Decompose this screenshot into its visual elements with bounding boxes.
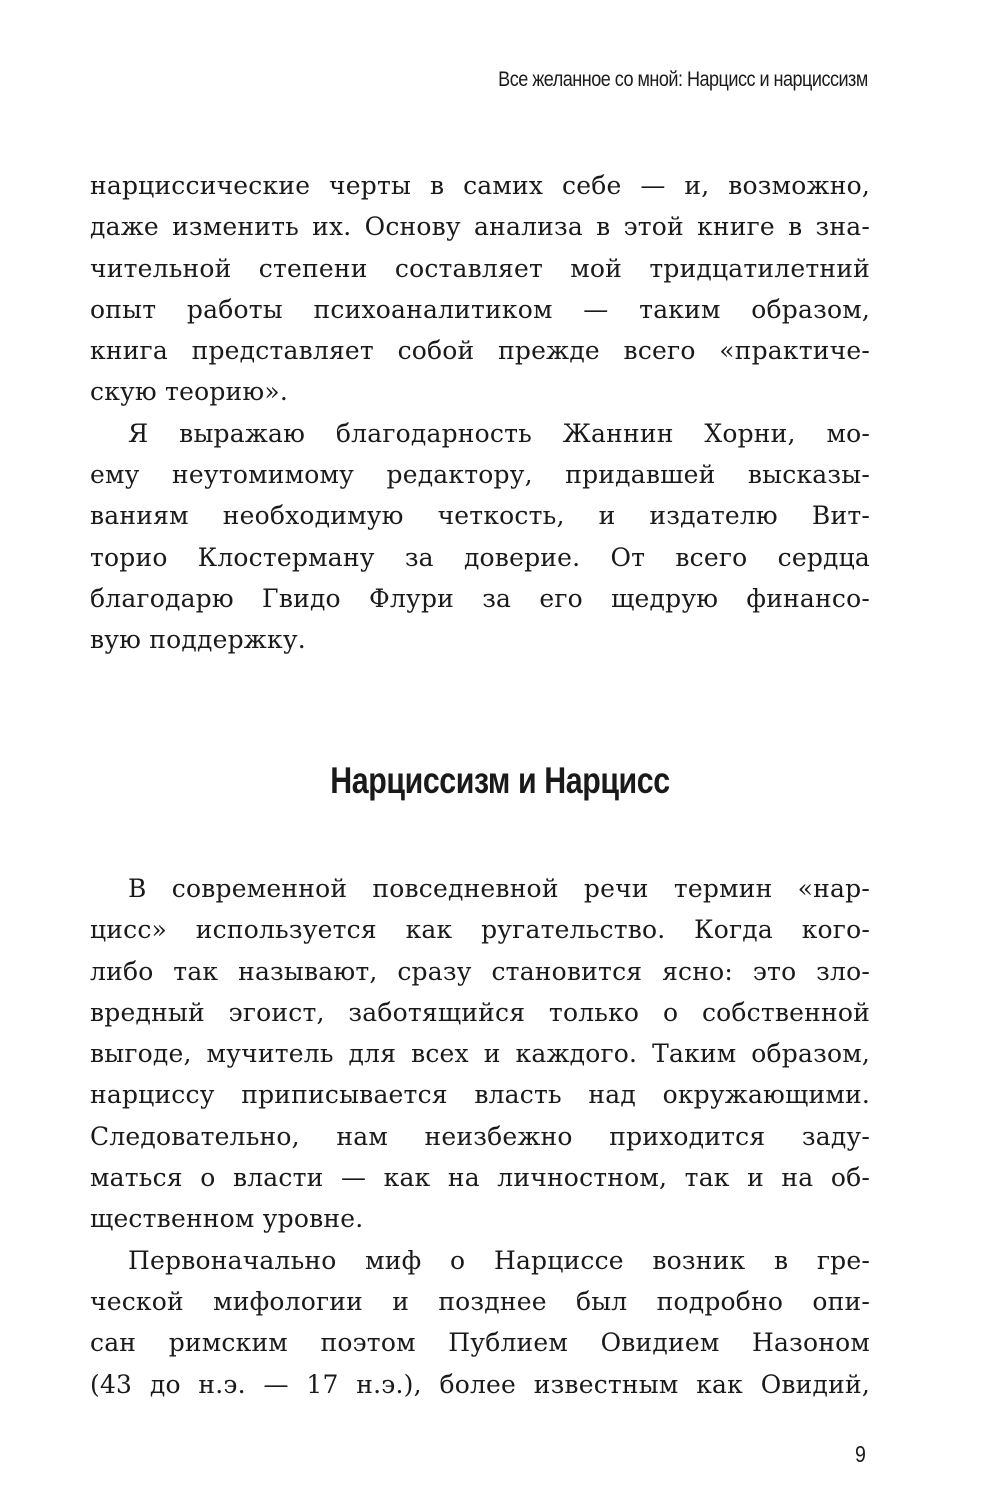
- running-header: Все желанное со мной: Нарцисс и нарциссизм: [498, 68, 868, 91]
- page-number: 9: [855, 1441, 867, 1467]
- text-line: цисс» используется как ругательство. Когда кого-: [90, 915, 870, 945]
- text-line: даже изменить их. Основу анализа в этой книге в зна-: [90, 212, 870, 242]
- text-line: книга представляет собой прежде всего «практиче-: [90, 336, 870, 366]
- text-line: маться о власти — как на личностном, так и на об-: [90, 1163, 870, 1193]
- text-line: В современной повседневной речи термин «нар-: [128, 874, 870, 903]
- section-heading: [0, 760, 1000, 802]
- text-line: нарциссические черты в самих себе — и, возможно,: [90, 171, 870, 200]
- text-line: опыт работы психоаналитиком — таким образом,: [90, 294, 870, 324]
- text-line: торио Клостерману за доверие. От всего сердца: [90, 542, 870, 572]
- text-line: ваниям необходимую четкость, и издателю Вит-: [90, 501, 870, 531]
- text-line: вую поддержку.: [90, 625, 306, 655]
- text-line: скую теорию».: [90, 377, 288, 407]
- text-line: чительной степени составляет мой тридцатилетний: [90, 253, 870, 283]
- text-line: благодарю Гвидо Флури за его щедрую финансо-: [90, 583, 870, 613]
- text-line: сан римским поэтом Публием Овидием Назоном: [90, 1328, 870, 1358]
- text-line: либо так называют, сразу становится ясно: это зло-: [90, 956, 870, 986]
- text-line: ческой мифологии и позднее был подробно опи-: [90, 1286, 870, 1316]
- text-line: Я выражаю благодарность Жаннин Хорни, мо-: [128, 418, 870, 448]
- text-block-bottom: [90, 868, 870, 1405]
- section-heading-text: Нарциссизм и Нарцисс: [330, 760, 670, 801]
- text-line: нарциссу приписывается власть над окружающими.: [90, 1080, 870, 1110]
- text-line: Первоначально миф о Нарциссе возник в гре-: [128, 1245, 870, 1275]
- text-line: (43 до н.э. — 17 н.э.), более известным как Овидий,: [90, 1369, 870, 1399]
- text-line: щественном уровне.: [90, 1204, 364, 1234]
- text-line: ему неутомимому редактору, придавшей высказы-: [90, 460, 870, 490]
- text-line: вредный эгоист, заботящийся только о собственной: [90, 997, 870, 1027]
- text-line: выгоде, мучитель для всех и каждого. Таким образом,: [90, 1039, 870, 1069]
- text-block-top: [90, 165, 870, 661]
- text-line: Следовательно, нам неизбежно приходится заду-: [90, 1121, 870, 1151]
